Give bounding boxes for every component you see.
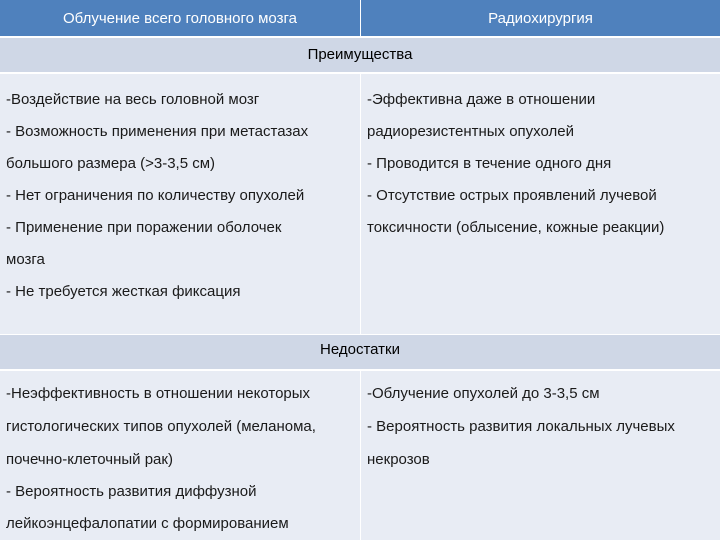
cell-line: некрозов: [367, 451, 430, 468]
disadvantages-whole-brain-cell: [0, 371, 360, 540]
column-header-whole-brain: Облучение всего головного мозга: [0, 0, 360, 36]
cell-line: -Эффективна даже в отношении: [367, 91, 596, 108]
cell-line: лейкоэнцефалопатии с формированием: [6, 515, 289, 532]
cell-line: радиорезистентных опухолей: [367, 123, 574, 140]
cell-line: - Возможность применения при метастазах: [6, 123, 309, 140]
section-title-advantages: Преимущества: [0, 37, 720, 73]
cell-line: - Вероятность развития локальных лучевых: [367, 418, 675, 435]
cell-line: - Проводится в течение одного дня: [367, 155, 612, 172]
disadvantages-radiosurgery-cell: [361, 371, 720, 540]
cell-line: -Неэффективность в отношении некоторых: [6, 385, 311, 402]
cell-line: - Не требуется жесткая фиксация: [6, 283, 241, 300]
cell-line: почечно-клеточный рак): [6, 451, 173, 468]
cell-line: токсичности (облысение, кожные реакции): [367, 219, 665, 236]
cell-line: -Облучение опухолей до 3-3,5 см: [367, 385, 600, 402]
cell-line: -Воздействие на весь головной мозг: [6, 91, 260, 108]
cell-line: - Отсутствие острых проявлений лучевой: [367, 187, 657, 204]
advantages-radiosurgery-cell: [361, 74, 720, 334]
cell-line: большого размера (>3-3,5 см): [6, 155, 216, 172]
column-header-radiosurgery: Радиохирургия: [361, 0, 720, 36]
cell-line: - Применение при поражении оболочек: [6, 219, 282, 236]
cell-line: - Вероятность развития диффузной: [6, 483, 257, 500]
cell-line: мозга: [6, 251, 45, 268]
section-title-disadvantages: Недостатки: [0, 334, 720, 370]
cell-line: гистологических типов опухолей (меланома,: [6, 418, 316, 435]
advantages-whole-brain-cell: [0, 74, 360, 334]
cell-line: - Нет ограничения по количеству опухолей: [6, 187, 305, 204]
